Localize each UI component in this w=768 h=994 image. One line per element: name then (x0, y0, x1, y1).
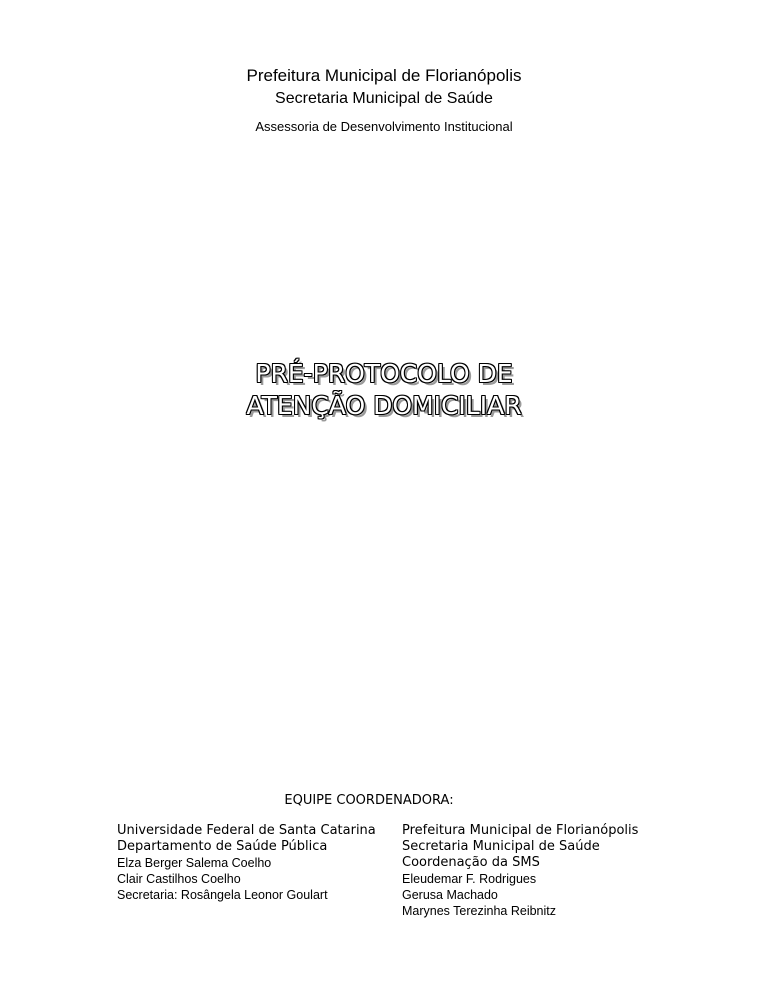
team-left-line: Universidade Federal de Santa Catarina (117, 823, 376, 838)
institution-name: Prefeitura Municipal de Florianópolis (246, 66, 522, 85)
department-name: Secretaria Municipal de Saúde (275, 90, 493, 107)
team-left-line: Secretaria: Rosângela Leonor Goulart (117, 888, 328, 902)
title-line-2: ATENÇÃO DOMICILIAR (246, 391, 522, 420)
team-column-left (117, 823, 376, 903)
team-right-line: Prefeitura Municipal de Florianópolis (402, 823, 639, 838)
division-name: Assessoria de Desenvolvimento Institucional (255, 119, 513, 134)
team-column-right (402, 823, 638, 919)
team-right-line: Eleudemar F. Rodrigues (402, 872, 537, 886)
team-right-line: Secretaria Municipal de Saúde (402, 839, 600, 854)
document-title (0, 358, 768, 422)
document-header (0, 64, 768, 136)
title-line-1: PRÉ-PROTOCOLO DE (255, 359, 513, 388)
team-heading: EQUIPE COORDENADORA: (284, 793, 454, 808)
team-right-line: Gerusa Machado (402, 888, 498, 902)
team-left-line: Departamento de Saúde Pública (117, 839, 328, 854)
team-right-line: Coordenação da SMS (402, 855, 540, 870)
team-left-line: Elza Berger Salema Coelho (117, 856, 272, 870)
team-left-line: Clair Castilhos Coelho (117, 872, 241, 886)
team-right-line: Marynes Terezinha Reibnitz (402, 904, 557, 918)
